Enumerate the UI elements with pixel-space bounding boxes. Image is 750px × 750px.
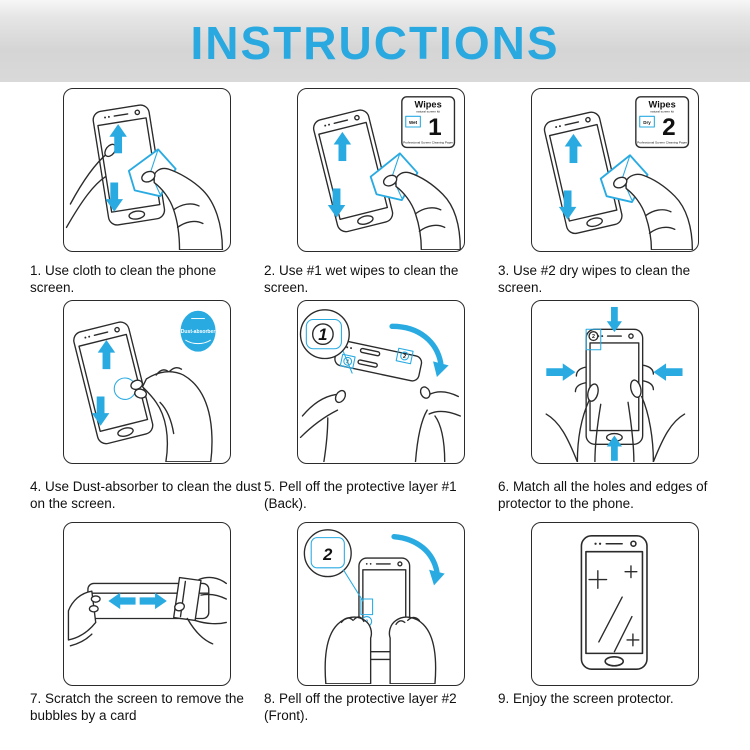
step-7-caption: 7. Scratch the screen to remove the bubbles by a card: [30, 691, 244, 723]
hand-icon: [382, 172, 460, 249]
step-5-caption: 5. Pell off the protective layer #1 (Back).: [264, 479, 457, 511]
hand-icon: [140, 168, 222, 249]
hand-icon: [300, 389, 347, 462]
wipes-wet-label: Wet: [408, 119, 418, 125]
block-arrow-icon: [607, 307, 622, 332]
phone-icon: [581, 536, 647, 669]
hand-icon: [546, 367, 601, 462]
block-arrow-icon: [328, 188, 346, 217]
block-arrow-icon: [607, 435, 622, 460]
magnifier-number: 1: [318, 324, 328, 344]
block-arrow-icon: [92, 397, 110, 426]
wipes-title: Wipes: [414, 99, 442, 110]
wipes-number: 1: [428, 113, 442, 141]
step-6-illustration: [532, 301, 697, 462]
block-arrow-icon: [334, 132, 352, 161]
dust-absorber-label: Dust-absorber: [180, 329, 216, 336]
step-5-panel: [297, 300, 465, 464]
hand-icon: [130, 368, 212, 462]
header-banner: [0, 0, 750, 82]
magnifier-icon: [304, 530, 362, 601]
step-1-illustration: [64, 89, 229, 250]
block-arrow-icon: [98, 340, 116, 369]
wipes-title: Wipes: [648, 99, 676, 110]
wipes-number: 2: [662, 113, 676, 141]
step-1-caption: 1. Use cloth to clean the phone screen.: [30, 263, 217, 295]
svg-text:2: 2: [402, 353, 407, 361]
dust-absorber-icon: [181, 311, 216, 352]
step-2-illustration: [298, 89, 463, 250]
wipes-packet-icon: [402, 97, 455, 148]
step-9-panel: [531, 522, 699, 686]
step-8-caption: 8. Pell off the protective layer #2 (Front).: [264, 691, 457, 723]
wipes-dry-label: Dry: [643, 119, 651, 125]
wipes-subtitle: natural screen kit: [416, 109, 440, 114]
hand-icon: [628, 365, 685, 461]
step-8-illustration: [298, 523, 463, 684]
step-4-caption: 4. Use Dust-absorber to clean the dust on the screen.: [30, 479, 262, 511]
svg-text:2: 2: [591, 334, 595, 341]
step-1-panel: [63, 88, 231, 252]
hand-icon: [415, 385, 460, 461]
step-9-illustration: [532, 523, 697, 684]
step-2-panel: [297, 88, 465, 252]
hand-icon: [66, 142, 118, 227]
step-7-illustration: [64, 523, 229, 684]
block-arrow-icon: [653, 363, 682, 381]
wipes-footer: Professional Screen Cleaning Paper: [637, 140, 688, 145]
block-arrow-icon: [565, 134, 583, 163]
hand-icon: [68, 591, 100, 646]
step-3-illustration: [532, 89, 697, 250]
wipes-footer: Professional Screen Cleaning Paper: [403, 140, 454, 145]
step-6-caption: 6. Match all the holes and edges of protector to the phone.: [498, 479, 708, 511]
hand-icon: [612, 174, 692, 249]
step-8-panel: [297, 522, 465, 686]
page-title: INSTRUCTIONS: [190, 17, 560, 69]
hand-icon: [389, 617, 435, 684]
step-3-panel: [531, 88, 699, 252]
sparkle-icon: [589, 566, 639, 652]
step-9-caption: 9. Enjoy the screen protector.: [498, 691, 674, 706]
hand-icon: [325, 617, 371, 684]
wipes-packet-icon: [636, 97, 689, 148]
step-5-illustration: [298, 301, 463, 462]
step-7-panel: [63, 522, 231, 686]
step-3-caption: 3. Use #2 dry wipes to clean the screen.: [498, 263, 691, 295]
magnifier-number: 2: [323, 545, 333, 565]
step-6-panel: [531, 300, 699, 464]
wipes-subtitle: natural screen kit: [650, 109, 674, 114]
block-arrow-icon: [546, 363, 575, 381]
step-2-caption: 2. Use #1 wet wipes to clean the screen.: [264, 263, 459, 295]
svg-text:1: 1: [345, 359, 350, 366]
step-4-panel: [63, 300, 231, 464]
step-4-illustration: [64, 301, 229, 462]
